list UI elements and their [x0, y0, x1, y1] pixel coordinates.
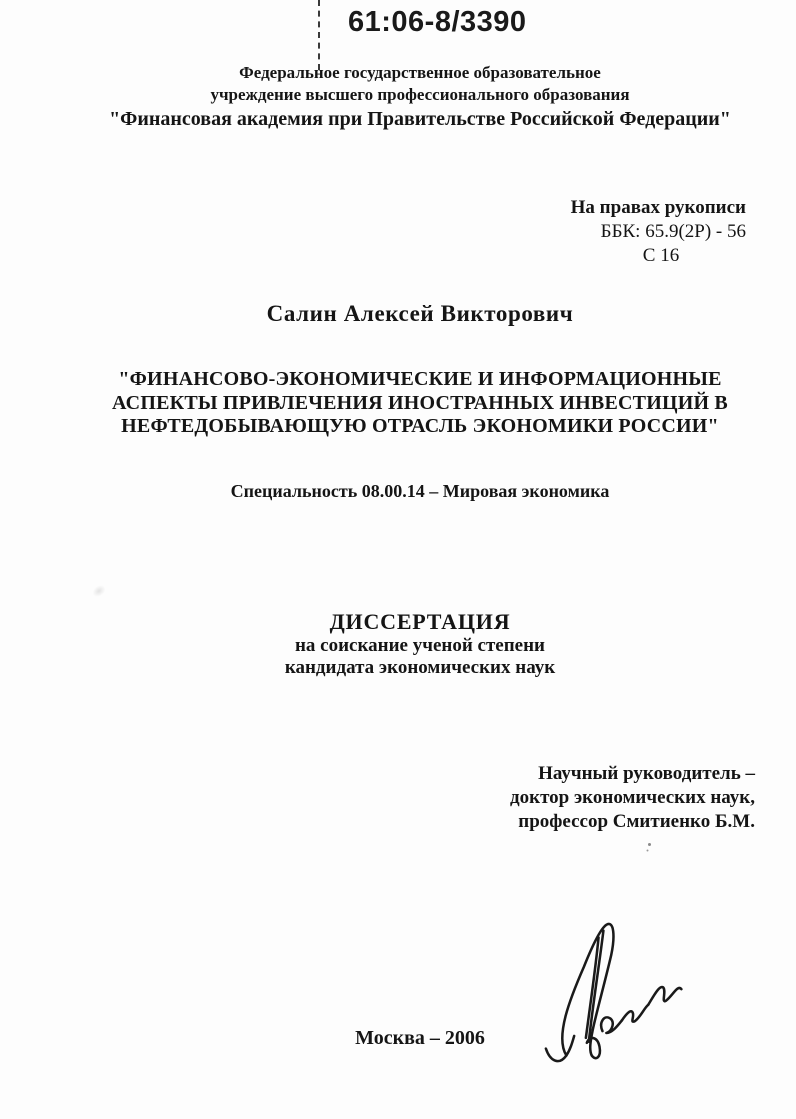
archive-stamp-number: 61:06-8/3390 [348, 6, 527, 38]
signature-stroke-tail [648, 987, 681, 1005]
title-line-2: АСПЕКТЫ ПРИВЛЕЧЕНИЯ ИНОСТРАННЫХ ИНВЕСТИЦИЙ В [112, 391, 728, 414]
stamp-dashed-line [318, 0, 320, 70]
degree-block [44, 608, 796, 679]
supervisor-line-2: доктор экономических наук, [510, 787, 755, 808]
institution-line-2: учреждение высшего профессионального образования [210, 85, 630, 104]
handwritten-signature [542, 912, 698, 1078]
specialty-line: Специальность 08.00.14 – Мировая экономика [230, 481, 610, 501]
supervisor-line-3: профессор Смитиенко Б.М. [518, 811, 755, 832]
supervisor-line-1: Научный руководитель – [538, 763, 755, 784]
title-line-1: "ФИНАНСОВО-ЭКОНОМИЧЕСКИЕ И ИНФОРМАЦИОННЫЕ [118, 368, 722, 390]
author-code: С 16 [642, 245, 680, 266]
dissertation-title [44, 368, 796, 439]
title-line-3: НЕФТЕДОБЫВАЮЩУЮ ОТРАСЛЬ ЭКОНОМИКИ РОССИИ" [121, 415, 719, 437]
institution-line-1: Федеральное государственное образовательное [239, 63, 601, 82]
institution-block [44, 62, 796, 133]
ink-speck [648, 843, 651, 846]
supervisor-block [510, 762, 755, 834]
manuscript-rights-block [546, 196, 746, 268]
signature-stroke-u [622, 1005, 648, 1022]
institution-line-3: "Финансовая академия при Правительстве Российской Федерации" [109, 108, 731, 130]
manuscript-rights-label: На правах рукописи [570, 197, 746, 218]
bbk-classification: ББК: 65.9(2Р) - 56 [600, 221, 746, 242]
city-year: Москва – 2006 [355, 1027, 485, 1049]
scan-smudge [90, 583, 107, 599]
dissertation-heading: ДИССЕРТАЦИЯ [329, 609, 511, 634]
degree-line-2: на соискание ученой степени [294, 635, 545, 656]
author-name: Салин Алексей Викторович [266, 301, 574, 326]
degree-line-3: кандидата экономических наук [284, 657, 556, 678]
